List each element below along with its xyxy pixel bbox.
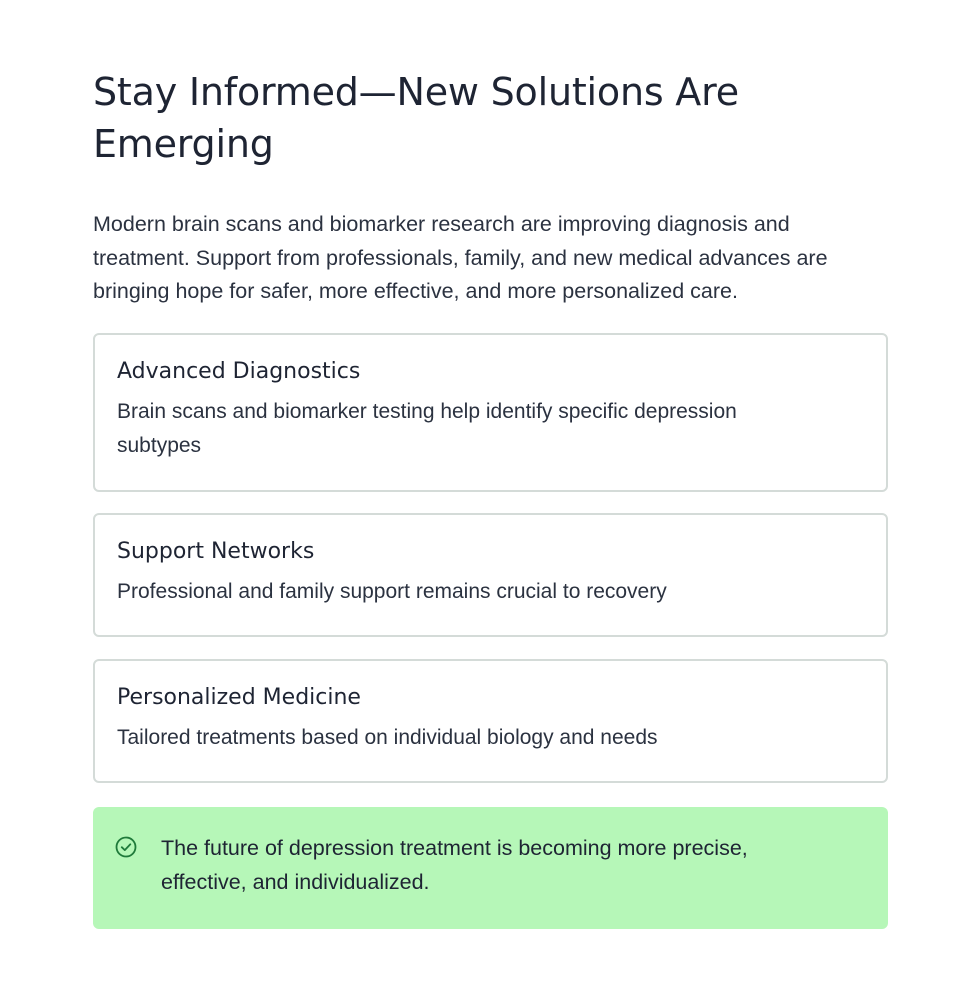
check-circle-icon: [115, 836, 137, 858]
card-support-networks: [93, 513, 888, 637]
callout-text: The future of depression treatment is becoming more precise, effective, and individualized.: [161, 836, 748, 894]
card-text: Brain scans and biomarker testing help identify specific depression subtypes: [117, 400, 737, 457]
summary-callout: [93, 807, 888, 929]
card-text: Tailored treatments based on individual biology and needs: [117, 726, 658, 749]
card-personalized-medicine: [93, 659, 888, 783]
intro-paragraph: Modern brain scans and biomarker research are improving diagnosis and treatment. Support from professionals, family, and new medical advances are bringing hope for safer, more effective, and more personalized care.: [93, 212, 828, 303]
card-title: Personalized Medicine: [117, 685, 361, 710]
card-title: Support Networks: [117, 539, 315, 564]
card-title: Advanced Diagnostics: [117, 359, 361, 384]
card-text: Professional and family support remains crucial to recovery: [117, 580, 667, 603]
page-title: Stay Informed—New Solutions Are Emerging: [93, 70, 739, 166]
card-advanced-diagnostics: [93, 333, 888, 492]
